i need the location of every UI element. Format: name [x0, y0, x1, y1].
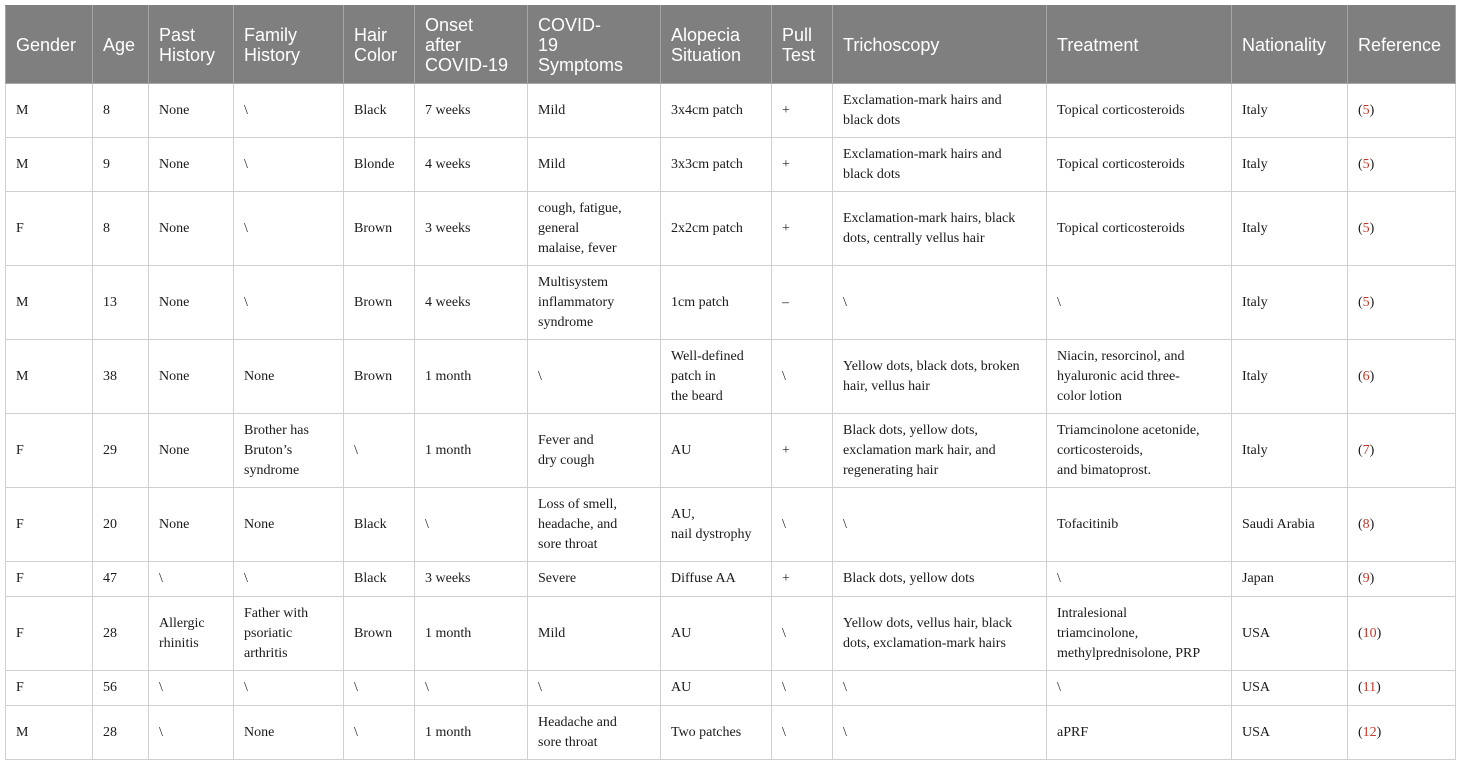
cell-reference: (5): [1348, 266, 1456, 340]
cell-alopecia-situation: 3x4cm patch: [661, 84, 772, 138]
table-row: [6, 414, 1456, 488]
table-row: [6, 488, 1456, 562]
cell-alopecia-situation: AU: [661, 671, 772, 706]
cell-family-history: None: [234, 340, 344, 414]
cell-trichoscopy: Black dots, yellow dots: [833, 562, 1047, 597]
table-row: [6, 84, 1456, 138]
cell-reference: (9): [1348, 562, 1456, 597]
cell-pull-test: \: [772, 340, 833, 414]
cell-onset: \: [415, 488, 528, 562]
reference-link[interactable]: 7: [1362, 442, 1370, 458]
table-row: [6, 597, 1456, 671]
cell-pull-test: +: [772, 138, 833, 192]
cell-alopecia-situation: Two patches: [661, 706, 772, 760]
cell-alopecia-situation: AU: [661, 597, 772, 671]
cell-treatment: Niacin, resorcinol, and hyaluronic acid three- color lotion: [1047, 340, 1232, 414]
cell-reference: (5): [1348, 192, 1456, 266]
cell-hair-color: \: [344, 414, 415, 488]
cell-covid-symptoms: Severe: [528, 562, 661, 597]
column-header-covid-symptoms: COVID- 19 Symptoms: [528, 6, 661, 84]
cell-trichoscopy: \: [833, 671, 1047, 706]
column-header-gender: Gender: [6, 6, 93, 84]
case-table: [5, 5, 1456, 760]
cell-reference: (5): [1348, 84, 1456, 138]
cell-hair-color: Brown: [344, 597, 415, 671]
cell-covid-symptoms: Mild: [528, 597, 661, 671]
cell-covid-symptoms: Loss of smell, headache, and sore throat: [528, 488, 661, 562]
cell-pull-test: +: [772, 192, 833, 266]
cell-treatment: Topical corticosteroids: [1047, 192, 1232, 266]
cell-past-history: None: [149, 84, 234, 138]
cell-nationality: Saudi Arabia: [1232, 488, 1348, 562]
cell-reference: (12): [1348, 706, 1456, 760]
cell-treatment: Topical corticosteroids: [1047, 138, 1232, 192]
column-header-family-history: Family History: [234, 6, 344, 84]
cell-reference: (7): [1348, 414, 1456, 488]
cell-age: 29: [93, 414, 149, 488]
cell-age: 9: [93, 138, 149, 192]
cell-covid-symptoms: Mild: [528, 138, 661, 192]
cell-hair-color: Brown: [344, 192, 415, 266]
cell-treatment: aPRF: [1047, 706, 1232, 760]
cell-alopecia-situation: AU: [661, 414, 772, 488]
cell-gender: F: [6, 414, 93, 488]
cell-age: 28: [93, 597, 149, 671]
cell-covid-symptoms: cough, fatigue, general malaise, fever: [528, 192, 661, 266]
table-row: [6, 266, 1456, 340]
cell-covid-symptoms: Multisystem inflammatory syndrome: [528, 266, 661, 340]
cell-past-history: None: [149, 414, 234, 488]
column-header-onset: Onset after COVID-19: [415, 6, 528, 84]
cell-alopecia-situation: Diffuse AA: [661, 562, 772, 597]
cell-hair-color: Black: [344, 562, 415, 597]
cell-family-history: \: [234, 671, 344, 706]
cell-family-history: None: [234, 488, 344, 562]
cell-nationality: Italy: [1232, 414, 1348, 488]
cell-trichoscopy: Black dots, yellow dots, exclamation mark hair, and regenerating hair: [833, 414, 1047, 488]
cell-nationality: Japan: [1232, 562, 1348, 597]
cell-age: 47: [93, 562, 149, 597]
cell-family-history: \: [234, 192, 344, 266]
cell-pull-test: +: [772, 414, 833, 488]
cell-nationality: Italy: [1232, 138, 1348, 192]
reference-link[interactable]: 12: [1362, 724, 1377, 740]
column-header-treatment: Treatment: [1047, 6, 1232, 84]
reference-link[interactable]: 5: [1362, 294, 1370, 310]
column-header-trichoscopy: Trichoscopy: [833, 6, 1047, 84]
cell-gender: M: [6, 266, 93, 340]
table-row: [6, 706, 1456, 760]
cell-nationality: USA: [1232, 597, 1348, 671]
reference-link[interactable]: 5: [1362, 156, 1370, 172]
cell-treatment: Topical corticosteroids: [1047, 84, 1232, 138]
cell-onset: 3 weeks: [415, 192, 528, 266]
cell-past-history: \: [149, 562, 234, 597]
cell-alopecia-situation: 3x3cm patch: [661, 138, 772, 192]
cell-gender: M: [6, 84, 93, 138]
cell-onset: 1 month: [415, 414, 528, 488]
column-header-hair-color: Hair Color: [344, 6, 415, 84]
cell-onset: 3 weeks: [415, 562, 528, 597]
cell-alopecia-situation: Well-defined patch in the beard: [661, 340, 772, 414]
cell-hair-color: \: [344, 706, 415, 760]
reference-link[interactable]: 5: [1362, 220, 1370, 236]
reference-link[interactable]: 9: [1362, 571, 1370, 586]
cell-covid-symptoms: \: [528, 340, 661, 414]
cell-alopecia-situation: 1cm patch: [661, 266, 772, 340]
cell-trichoscopy: Exclamation-mark hairs and black dots: [833, 84, 1047, 138]
cell-alopecia-situation: 2x2cm patch: [661, 192, 772, 266]
cell-age: 56: [93, 671, 149, 706]
reference-link[interactable]: 6: [1362, 368, 1370, 384]
cell-family-history: \: [234, 138, 344, 192]
cell-trichoscopy: Exclamation-mark hairs and black dots: [833, 138, 1047, 192]
cell-past-history: \: [149, 706, 234, 760]
cell-onset: 1 month: [415, 706, 528, 760]
cell-gender: M: [6, 138, 93, 192]
cell-hair-color: Blonde: [344, 138, 415, 192]
cell-gender: M: [6, 340, 93, 414]
reference-link[interactable]: 8: [1362, 516, 1370, 532]
cell-covid-symptoms: Mild: [528, 84, 661, 138]
cell-family-history: \: [234, 562, 344, 597]
cell-past-history: None: [149, 192, 234, 266]
cell-past-history: None: [149, 488, 234, 562]
cell-past-history: None: [149, 340, 234, 414]
cell-trichoscopy: Yellow dots, black dots, broken hair, vellus hair: [833, 340, 1047, 414]
cell-onset: 7 weeks: [415, 84, 528, 138]
cell-trichoscopy: Yellow dots, vellus hair, black dots, exclamation-mark hairs: [833, 597, 1047, 671]
cell-treatment: Intralesional triamcinolone, methylprednisolone, PRP: [1047, 597, 1232, 671]
cell-treatment: Triamcinolone acetonide, corticosteroids, and bimatoprost.: [1047, 414, 1232, 488]
cell-trichoscopy: \: [833, 706, 1047, 760]
table-row: [6, 192, 1456, 266]
cell-age: 8: [93, 192, 149, 266]
cell-past-history: Allergic rhinitis: [149, 597, 234, 671]
cell-pull-test: +: [772, 562, 833, 597]
cell-reference: (5): [1348, 138, 1456, 192]
cell-nationality: Italy: [1232, 340, 1348, 414]
column-header-nationality: Nationality: [1232, 6, 1348, 84]
cell-past-history: None: [149, 138, 234, 192]
cell-onset: 1 month: [415, 597, 528, 671]
cell-nationality: USA: [1232, 706, 1348, 760]
cell-alopecia-situation: AU, nail dystrophy: [661, 488, 772, 562]
cell-gender: M: [6, 706, 93, 760]
table-body: [6, 84, 1456, 760]
cell-nationality: USA: [1232, 671, 1348, 706]
cell-pull-test: +: [772, 84, 833, 138]
reference-link[interactable]: 5: [1362, 102, 1370, 118]
table-row: [6, 138, 1456, 192]
cell-covid-symptoms: Headache and sore throat: [528, 706, 661, 760]
table-row: [6, 562, 1456, 597]
cell-gender: F: [6, 597, 93, 671]
cell-age: 28: [93, 706, 149, 760]
cell-onset: 1 month: [415, 340, 528, 414]
cell-gender: F: [6, 562, 93, 597]
cell-trichoscopy: \: [833, 266, 1047, 340]
table-row: [6, 671, 1456, 706]
cell-hair-color: Black: [344, 84, 415, 138]
cell-treatment: \: [1047, 266, 1232, 340]
cell-covid-symptoms: Fever and dry cough: [528, 414, 661, 488]
cell-family-history: \: [234, 84, 344, 138]
cell-trichoscopy: Exclamation-mark hairs, black dots, centrally vellus hair: [833, 192, 1047, 266]
cell-covid-symptoms: \: [528, 671, 661, 706]
header-row: [6, 6, 1456, 84]
cell-age: 38: [93, 340, 149, 414]
cell-age: 20: [93, 488, 149, 562]
cell-pull-test: \: [772, 488, 833, 562]
cell-onset: \: [415, 671, 528, 706]
reference-link[interactable]: 10: [1362, 625, 1377, 641]
table-row: [6, 340, 1456, 414]
cell-hair-color: Brown: [344, 340, 415, 414]
cell-family-history: \: [234, 266, 344, 340]
reference-link[interactable]: 11: [1362, 680, 1377, 695]
cell-trichoscopy: \: [833, 488, 1047, 562]
cell-gender: F: [6, 671, 93, 706]
cell-family-history: Brother has Bruton’s syndrome: [234, 414, 344, 488]
cell-past-history: \: [149, 671, 234, 706]
column-header-reference: Reference: [1348, 6, 1456, 84]
cell-onset: 4 weeks: [415, 266, 528, 340]
cell-nationality: Italy: [1232, 84, 1348, 138]
cell-gender: F: [6, 488, 93, 562]
cell-treatment: \: [1047, 671, 1232, 706]
cell-hair-color: \: [344, 671, 415, 706]
column-header-pull-test: Pull Test: [772, 6, 833, 84]
cell-pull-test: \: [772, 671, 833, 706]
cell-reference: (8): [1348, 488, 1456, 562]
cell-reference: (10): [1348, 597, 1456, 671]
column-header-alopecia-situation: Alopecia Situation: [661, 6, 772, 84]
cell-pull-test: \: [772, 706, 833, 760]
cell-reference: (6): [1348, 340, 1456, 414]
cell-nationality: Italy: [1232, 266, 1348, 340]
cell-past-history: None: [149, 266, 234, 340]
cell-family-history: None: [234, 706, 344, 760]
cell-age: 13: [93, 266, 149, 340]
column-header-age: Age: [93, 6, 149, 84]
cell-hair-color: Brown: [344, 266, 415, 340]
cell-onset: 4 weeks: [415, 138, 528, 192]
cell-reference: (11): [1348, 671, 1456, 706]
cell-treatment: \: [1047, 562, 1232, 597]
cell-nationality: Italy: [1232, 192, 1348, 266]
column-header-past-history: Past History: [149, 6, 234, 84]
cell-family-history: Father with psoriatic arthritis: [234, 597, 344, 671]
cell-age: 8: [93, 84, 149, 138]
cell-pull-test: –: [772, 266, 833, 340]
cell-treatment: Tofacitinib: [1047, 488, 1232, 562]
cell-hair-color: Black: [344, 488, 415, 562]
cell-gender: F: [6, 192, 93, 266]
cell-pull-test: \: [772, 597, 833, 671]
